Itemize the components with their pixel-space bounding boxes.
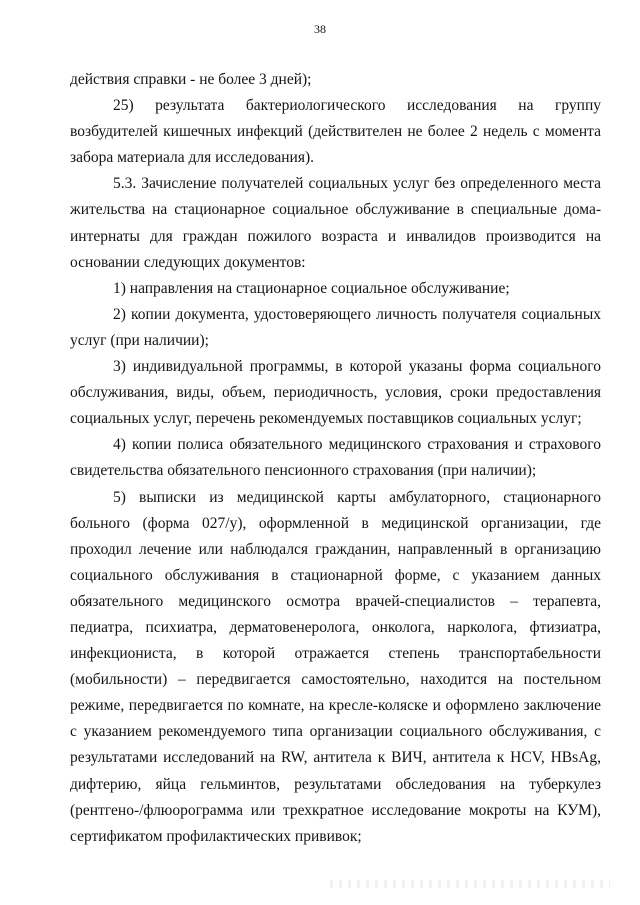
list-item-5: 5) выписки из медицинской карты амбулаторного, стационарного больного (форма 027/у), оформленной в медицинской организации, где проходил лечение или наблюдался гражданин, направленный в организацию социального обслуживания в стационарной форме, с указанием данных обязательного медицинского осмотра врачей-специалистов – терапевта, педиатра, психиатра, дерматовенеролога, онколога, нарколога, фтизиатра, инфекциониста, в которой отражается степень транспортабельности (мобильности) – передвигается самостоятельно, находится на постельном режиме, передвигается по комнате, на кресле-коляске и оформлено заключение с указанием рекомендуемого типа организации социального обслуживания, с результатами исследований на RW, антитела к ВИЧ, антитела к HCV, HBsAg, дифтерию, яйца гельминтов, результатами обследования на туберкулез (рентгено-/флюорограмма или трехкратное исследование мокроты на КУМ), сертификатом профилактических прививок; (70, 488, 601, 845)
list-item-4: 4) копии полиса обязательного медицинского страхования и страхового свидетельства обязательного пенсионного страхования (при наличии); (70, 436, 601, 480)
scan-artifact (330, 880, 610, 888)
list-item-3: 3) индивидуальной программы, в которой указаны форма социального обслуживания, виды, объем, периодичность, условия, сроки предоставления социальных услуг, перечень рекомендуемых поставщиков социальных услуг; (70, 358, 601, 428)
document-body (70, 67, 601, 850)
list-item-25: 25) результата бактериологического исследования на группу возбудителей кишечных инфекций (действителен не более 2 недель с момента забора материала для исследования). (70, 97, 601, 167)
section-5-3: 5.3. Зачисление получателей социальных услуг без определенного места жительства на стационарное социальное обслуживание в специальные дома-интернаты для граждан пожилого возраста и инвалидов производится на основании следующих документов: (70, 175, 601, 271)
list-item-1: 1) направления на стационарное социальное обслуживание; (113, 279, 510, 297)
paragraph-continuation: действия справки - не более 3 дней); (70, 71, 312, 88)
page-number: 38 (314, 22, 326, 36)
list-item-2: 2) копии документа, удостоверяющего личность получателя социальных услуг (при наличии); (70, 305, 601, 349)
